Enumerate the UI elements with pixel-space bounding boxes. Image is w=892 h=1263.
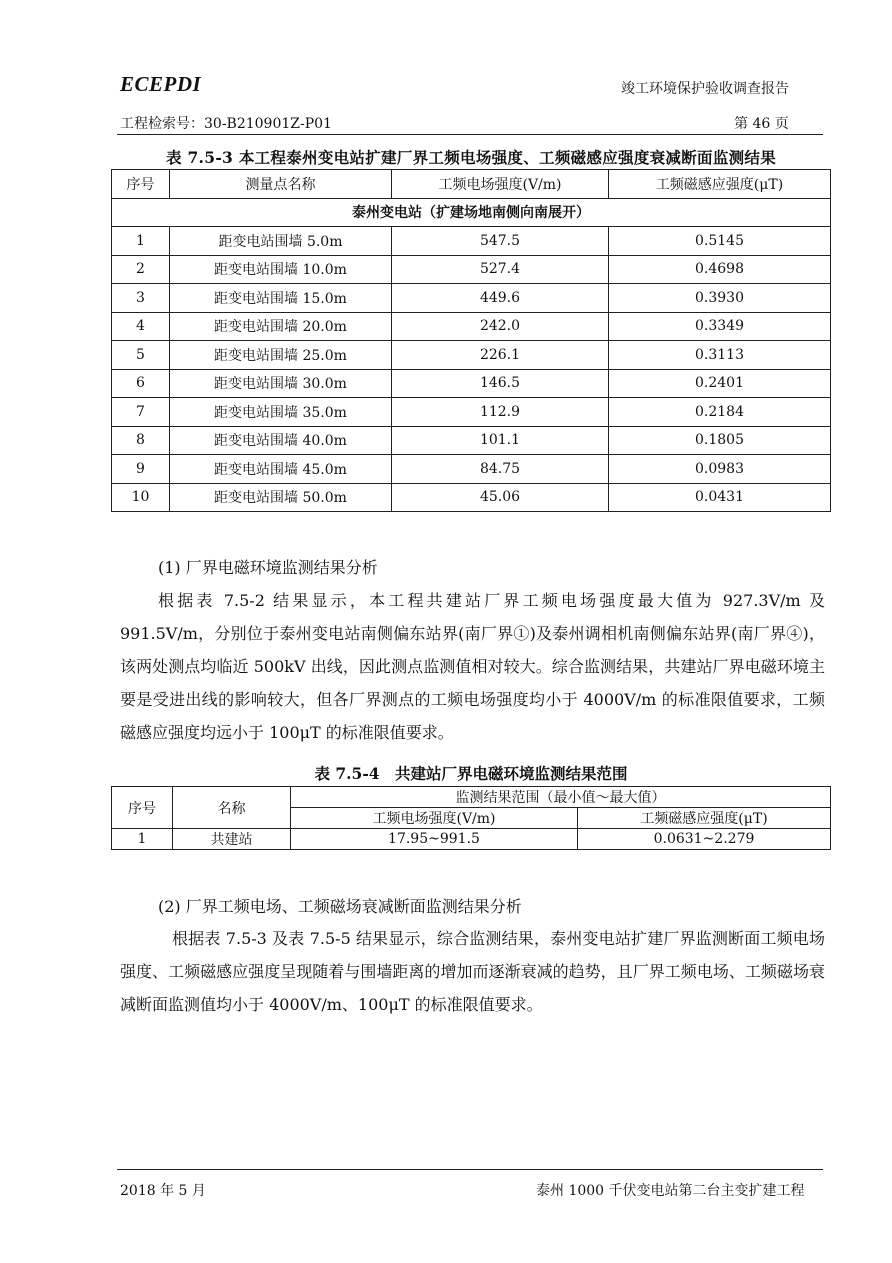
table1-row [112, 341, 831, 370]
table-cell: 距变电站围墙 10.0m [170, 255, 392, 284]
table-cell: 547.5 [392, 227, 609, 256]
table-cell: 距变电站围墙 35.0m [170, 398, 392, 427]
table1-row [112, 369, 831, 398]
table2-row [112, 829, 831, 850]
table-cell: 0.3930 [609, 284, 831, 313]
table-cell: 距变电站围墙 25.0m [170, 341, 392, 370]
table-cell: 距变电站围墙 40.0m [170, 426, 392, 455]
table1-group-label: 泰州变电站（扩建场地南侧向南展开） [112, 198, 831, 227]
table1-row [112, 398, 831, 427]
table1-caption: 表 7.5-3 本工程泰州变电站扩建厂界工频电场强度、工频磁感应强度衰减断面监测结果 [165, 148, 777, 167]
table-cell: 0.5145 [609, 227, 831, 256]
attenuation-results-table [111, 169, 831, 512]
table-cell: 17.95~991.5 [291, 829, 578, 850]
table1-row [112, 426, 831, 455]
footer-project: 泰州 1000 千伏变电站第二台主变扩建工程 [536, 1183, 805, 1199]
table-cell: 0.0631~2.279 [578, 829, 831, 850]
table-cell: 0.2401 [609, 369, 831, 398]
table-cell: 0.3113 [609, 341, 831, 370]
table-cell: 9 [112, 455, 170, 484]
table1-header-row [112, 170, 831, 199]
table-cell: 3 [112, 284, 170, 313]
table-cell: 距变电站围墙 5.0m [170, 227, 392, 256]
table-cell: 共建站 [173, 829, 291, 850]
table2-caption: 表 7.5-4 共建站厂界电磁环境监测结果范围 [314, 764, 628, 783]
section1-heading: (1) 厂界电磁环境监测结果分析 [158, 558, 378, 577]
report-title: 竣工环境保护验收调查报告 [621, 81, 789, 97]
footer-divider [117, 1169, 823, 1170]
range-results-table [111, 786, 831, 850]
table2-col-b-field: 工频磁感应强度(μT) [578, 808, 831, 829]
table1-row [112, 312, 831, 341]
section1-body: 根据表 7.5-2 结果显示，本工程共建站厂界工频电场强度最大值为 927.3V/m 及 991.5V/m，分别位于泰州变电站南侧偏东站界(南厂界①)及泰州调相机南侧偏东站界(南厂界④)，该两处测点均临近 500kV 出线，因此测点监测值相对较大。综合监测结果，共建站厂界电磁环境主要是受进出线的影响较大，但各厂界测点的工频电场强度均小于 4000V/m 的标准限值要求，工频磁感应强度均远小于 100μT 的标准限值要求。 [120, 591, 825, 742]
table-cell: 112.9 [392, 398, 609, 427]
section2-body: 根据表 7.5-3 及表 7.5-5 结果显示，综合监测结果，泰州变电站扩建厂界监测断面工频电场强度、工频磁感应强度呈现随着与围墙距离的增加而逐渐衰减的趋势，且厂界工频电场、工频磁场衰减断面监测值均小于 4000V/m、100μT 的标准限值要求。 [120, 929, 825, 1014]
table-cell: 84.75 [392, 455, 609, 484]
table-cell: 449.6 [392, 284, 609, 313]
table1-row [112, 455, 831, 484]
table1-col-b-field: 工频磁感应强度(μT) [609, 170, 831, 199]
table1-row [112, 227, 831, 256]
table-cell: 45.06 [392, 483, 609, 512]
table1-col-point: 测量点名称 [170, 170, 392, 199]
table-cell: 1 [112, 829, 173, 850]
table-cell: 4 [112, 312, 170, 341]
table2-col-name: 名称 [173, 787, 291, 829]
table-cell: 0.2184 [609, 398, 831, 427]
table2-col-e-field: 工频电场强度(V/m) [291, 808, 578, 829]
table-cell: 距变电站围墙 15.0m [170, 284, 392, 313]
table-cell: 242.0 [392, 312, 609, 341]
table-cell: 527.4 [392, 255, 609, 284]
table-cell: 距变电站围墙 45.0m [170, 455, 392, 484]
table2-col-no: 序号 [112, 787, 173, 829]
table-cell: 10 [112, 483, 170, 512]
section2-heading: (2) 厂界工频电场、工频磁场衰减断面监测结果分析 [158, 897, 522, 916]
table1-row [112, 483, 831, 512]
table2-header-row [112, 787, 831, 808]
table1-col-no: 序号 [112, 170, 170, 199]
table-cell: 0.3349 [609, 312, 831, 341]
project-code: 工程检索号：30-B210901Z-P01 [120, 116, 332, 132]
table1-col-e-field: 工频电场强度(V/m) [392, 170, 609, 199]
table1-group-row [112, 198, 831, 227]
table-cell: 7 [112, 398, 170, 427]
table1-row [112, 284, 831, 313]
table-cell: 0.1805 [609, 426, 831, 455]
table-cell: 0.4698 [609, 255, 831, 284]
table-cell: 0.0983 [609, 455, 831, 484]
table-cell: 0.0431 [609, 483, 831, 512]
page-number: 第 46 页 [734, 116, 789, 132]
table-cell: 6 [112, 369, 170, 398]
footer-date: 2018 年 5 月 [120, 1183, 206, 1199]
table-cell: 1 [112, 227, 170, 256]
table1-row [112, 255, 831, 284]
table-cell: 距变电站围墙 20.0m [170, 312, 392, 341]
table-cell: 距变电站围墙 30.0m [170, 369, 392, 398]
table2-range-header: 监测结果范围（最小值～最大值） [291, 787, 831, 808]
company-logo: ECEPDI [120, 72, 202, 96]
table-cell: 146.5 [392, 369, 609, 398]
table-cell: 5 [112, 341, 170, 370]
table-cell: 2 [112, 255, 170, 284]
table-cell: 226.1 [392, 341, 609, 370]
header-divider [117, 134, 823, 135]
table-cell: 8 [112, 426, 170, 455]
table-cell: 101.1 [392, 426, 609, 455]
table-cell: 距变电站围墙 50.0m [170, 483, 392, 512]
